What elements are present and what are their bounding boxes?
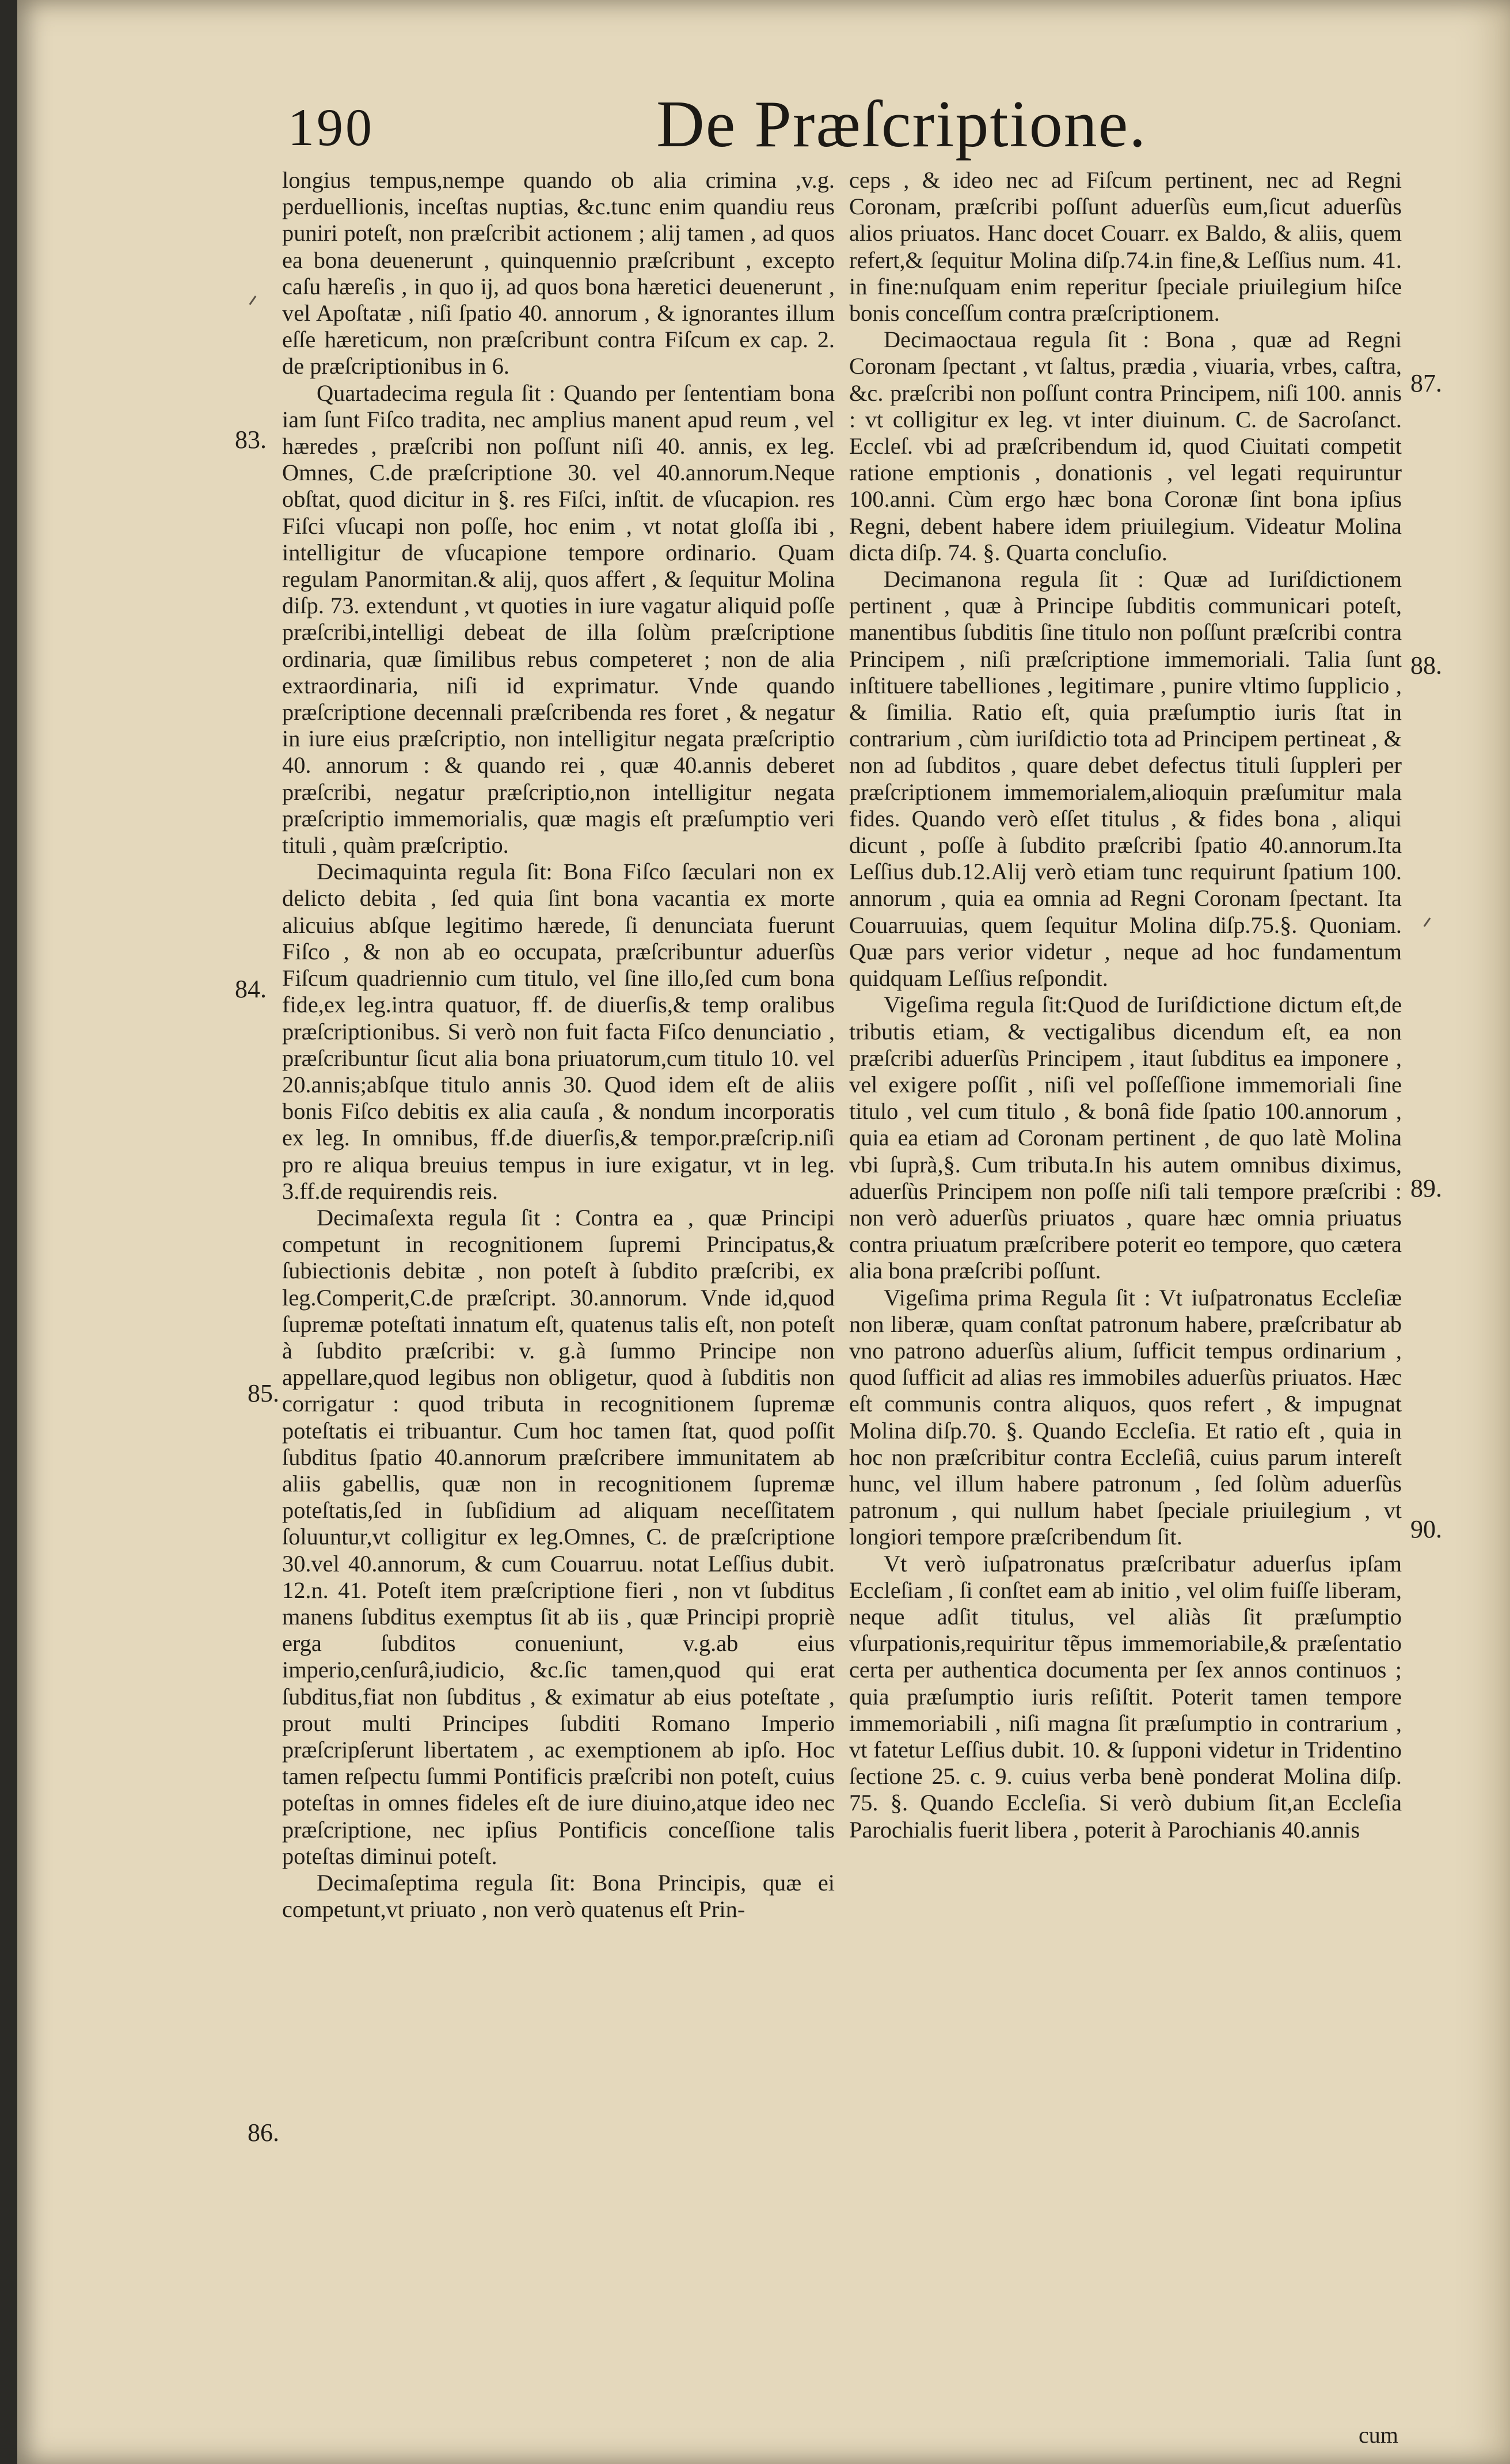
catchword: cum	[1359, 2422, 1398, 2448]
paragraph-85: Decimaſexta regula ſit : Contra ea , quæ Principi competunt in recognitionem ſupremi Principatus,& ſubiectionis debitæ , non poteſt à ſubdito præſcribi, ex leg.Comperit,C.de præſcript. 30.annorum. Vnde id,quod ſupremæ poteſtati innatum eſt, quatenus talis eſt, non poteſt à ſubdito præſcribi: v. g.à ſummo Principe non appellare,quod legibus non obligetur, quod à ſubditis non corrigatur : quod tributa in recognitionem ſupremæ poteſtatis ei tribuantur. Cum hoc tamen ſtat, quod poſſit ſubditus ſpatio 40.annorum præſcribere immunitatem ab aliis gabellis, quæ non in recognitionem ſupremæ poteſtatis,ſed in ſubſidium ad aliquam neceſſitatem ſoluuntur,vt colligitur ex leg.Omnes, C. de præſcriptione 30.vel 40.annorum, & cum Couarruu. notat Leſſius dubit. 12.n. 41. Poteſt item præſcriptione fieri , non vt ſubditus manens ſubditus exemptus ſit ab iis , quæ Principi propriè erga ſubditos conueniunt, v.g.ab eius imperio,cenſurâ,iudicio, &c.ſic tamen,quod qui erat ſubditus,fiat non ſubditus , & eximatur ab eius poteſtate , prout multi Principes ſubditi Romano Imperio præſcripſerunt libertatem , ac exemptionem ab ipſo. Hoc tamen reſpectu ſummi Pontificis præſcribi non poteſt, cuius poteſtas in omnes fideles eſt de iure diuino,atque ideo nec præſcriptione, nec ipſius Pontificis conceſſione talis poteſtas diminui poteſt.	[282, 1204, 835, 1869]
margin-number-84: 84.	[235, 975, 267, 1003]
paragraph-continuation: ceps , & ideo nec ad Fiſcum pertinent, nec ad Regni Coronam, præſcribi poſſunt aduerſùs eum,ſicut aduerſùs alios priuatos. Hanc docet Couarr. ex Baldo, & aliis, quem refert,& ſequitur Molina diſp.74.in fine,& Leſſius num. 41. in fine:nuſquam enim reperitur ſpeciale priuilegium hiſce bonis conceſſum contra præſcriptionem.	[849, 167, 1402, 326]
margin-number-85: 85.	[248, 1379, 279, 1407]
margin-number-86: 86.	[248, 2118, 279, 2147]
left-text-column	[282, 167, 835, 1923]
paragraph-intro: longius tempus,nempe quando ob alia crimina ,v.g. perduellionis, inceſtas nuptias, &c.tunc enim quandiu reus puniri poteſt, non præſcribit actionem ; alij tamen , ad quos ea bona deuenerunt , quinquennio præſcribunt , excepto caſu hæreſis , in quo ij, ad quos bona hæretici deuenerunt , vel Apoſtatæ , niſi ſpatio 40. annorum , & ignorantes illum eſſe hæreticum, non præſcribunt contra Fiſcum ex cap. 2. de præſcriptionibus in 6.	[282, 167, 835, 379]
page-header	[17, 86, 1510, 167]
right-text-column	[849, 167, 1402, 1843]
margin-number-90: 90.	[1410, 1515, 1442, 1543]
paragraph-final: Vt verò iuſpatronatus præſcribatur aduerſus ipſam Eccleſiam , ſi conſtet eam ab initio , vel olim fuiſſe liberam, neque adſit titulus, vel aliàs ſit præſumptio vſurpationis,requiritur tẽpus immemoriabile,& præſentatio certa per authentica documenta per ſex annos continuos ; quia præſumptio iuris reſiſtit. Poterit tamen tempore immemoriabili , niſi magna ſit præſumptio in contrarium , vt fatetur Leſſius dubit. 10. & ſupponi videtur in Tridentino ſectione 25. c. 9. cuius verba benè ponderat Molina diſp. 75. §. Quando Eccleſia. Si verò dubium ſit,an Eccleſia Parochialis fuerit libera , poterit à Parochianis 40.annis	[849, 1550, 1402, 1843]
margin-tick-mark	[1424, 917, 1431, 927]
running-title: De Præſcriptione.	[656, 88, 1147, 161]
margin-number-88: 88.	[1410, 651, 1442, 679]
paragraph-90: Vigeſima prima Regula ſit : Vt iuſpatronatus Eccleſiæ non liberæ, quam conſtat patronum habere, præſcribatur ab vno patrono aduerſùs alium, ſufficit tempus ordinarium , quod ſufficit ad alias res immobiles aduerſùs priuatos. Hæc eſt communis contra aliquos, quos refert , & impugnat Molina diſp.70. §. Quando Eccleſia. Et ratio eſt , quia in hoc non præſcribitur contra Eccleſiâ, cuius parum intereſt hunc, vel illum habere patronum , ſed ſolùm aduerſùs patronum , qui nullum habet ſpeciale priuilegium , vt longiori tempore præſcribendum ſit.	[849, 1284, 1402, 1550]
book-page	[17, 0, 1510, 2464]
paragraph-86: Decimaſeptima regula ſit: Bona Principis, quæ ei competunt,vt priuato , non verò quatenus eſt Prin-	[282, 1870, 835, 1923]
margin-number-89: 89.	[1410, 1174, 1442, 1202]
paragraph-83: Quartadecima regula ſit : Quando per ſententiam bona iam ſunt Fiſco tradita, nec amplius manent apud reum , vel hæredes , præſcribi non poſſunt niſi 40. annis, ex leg. Omnes, C.de præſcriptione 30. vel 40.annorum.Neque obſtat, quod dicitur in §. res Fiſci, inſtit. de vſucapion. res Fiſci vſucapi non poſſe, hoc enim , vt notat gloſſa ibi , intelligitur de vſucapione tempore ordinario. Quam regulam Panormitan.& alij, quos affert , & ſequitur Molina diſp. 73. extendunt , vt quoties in iure vagatur aliquid poſſe præſcribi,intelligi debeat de illa ſolùm præſcriptione ordinaria, quæ ſimilibus rebus competeret ; non de alia extraordinaria, niſi id exprimatur. Vnde quando præſcriptione decennali præſcribenda res foret , & negatur in iure eius præſcriptio, non intelligitur negata præſcriptio 40. annorum : & quando rei , quæ 40.annis deberet præſcribi, negatur præſcriptio,non intelligitur negata præſcriptio immemorialis, quæ magis eſt præſumptio veri tituli , quàm præſcriptio.	[282, 379, 835, 859]
paragraph-84: Decimaquinta regula ſit: Bona Fiſco ſæculari non ex delicto debita , ſed quia ſint bona vacantia ex morte alicuius abſque legitimo hærede, ſi denunciata fuerunt Fiſco , & non ab eo occupata, præſcribuntur aduerſùs Fiſcum quadriennio cum titulo, vel ſine illo,ſed cum bona fide,ex leg.intra quatuor, ff. de diuerſis,& temp oralibus præſcriptionibus. Si verò non fuit facta Fiſco denunciatio , præſcribuntur ſicut alia bona priuatorum,cum titulo 10. vel 20.annis;abſque titulo annis 30. Quod idem eſt de aliis bonis Fiſco debitis ex alia cauſa , & nondum incorporatis ex leg. In omnibus, ff.de diuerſis,& tempor.præſcrip.niſi pro re aliqua breuius tempus in iure exigatur, vt in leg. 3.ff.de requirendis reis.	[282, 859, 835, 1204]
paragraph-88: Decimanona regula ſit : Quæ ad Iuriſdictionem pertinent , quæ à Principe ſubditis communicari poteſt, manentibus ſubditis ſine titulo non poſſunt præſcribi contra Principem , niſi præſcriptione immemoriali. Talia ſunt inſtituere tabelliones , legitimare , punire vltimo ſupplicio , & ſimilia. Ratio eſt, quia præſumptio iuris ſtat in contrarium , cùm iuriſdictio tota ad Principem pertineat , & non ad ſubditos , quare debet defectus tituli ſuppleri per præſcriptionem immemorialem,alioquin præſumitur mala fides. Quando verò eſſet titulus , & fides bona , aliqui dicunt , poſſe à ſubdito præſcribi ſpatio 40.annorum.Ita Leſſius dub.12.Alij verò etiam tunc requirunt ſpatium 100. annorum , quia ea omnia ad Regni Coronam ſpectant. Ita Couarruuias, quem ſequitur Molina diſp.75.§. Quoniam. Quæ pars verior videtur , neque ad hoc fundamentum quidquam Leſſius reſpondit.	[849, 566, 1402, 992]
margin-number-87: 87.	[1410, 369, 1442, 397]
margin-number-83: 83.	[235, 426, 267, 454]
page-number: 190	[288, 98, 374, 157]
paragraph-87: Decimaoctaua regula ſit : Bona , quæ ad Regni Coronam ſpectant , vt ſaltus, prædia , viuaria, vrbes, caſtra, &c. præſcribi non poſſunt contra Principem, niſi 100. annis : vt colligitur ex leg. vt inter diuinum. C. de Sacroſanct. Eccleſ. vbi ad præſcribendum id, quod Ciuitati competit ratione emptionis , donationis , vel legati requiruntur 100.anni. Cùm ergo hæc bona Coronæ ſint bona ipſius Regni, debent habere idem priuilegium. Videatur Molina dicta diſp. 74. §. Quarta concluſio.	[849, 326, 1402, 565]
margin-tick-mark	[249, 295, 257, 305]
paragraph-89: Vigeſima regula ſit:Quod de Iuriſdictione dictum eſt,de tributis etiam, & vectigalibus dicendum eſt, ea non præſcribi aduerſùs Principem , itaut ſubditus ea imponere , vel exigere poſſit , niſi vel poſſeſſione immemoriali ſine titulo , vel cum titulo , & bonâ fide ſpatio 100.annorum , quia ea etiam ad Coronam pertinent , de quo latè Molina vbi ſuprà,§. Cum tributa.In his autem omnibus diximus, aduerſùs Principem non poſſe niſi tali tempore præſcribi : non verò aduerſùs priuatos , quare hæc omnia priuatus contra priuatum præſcribere poterit eo tempore, quo cætera alia bona præſcribi poſſunt.	[849, 992, 1402, 1284]
